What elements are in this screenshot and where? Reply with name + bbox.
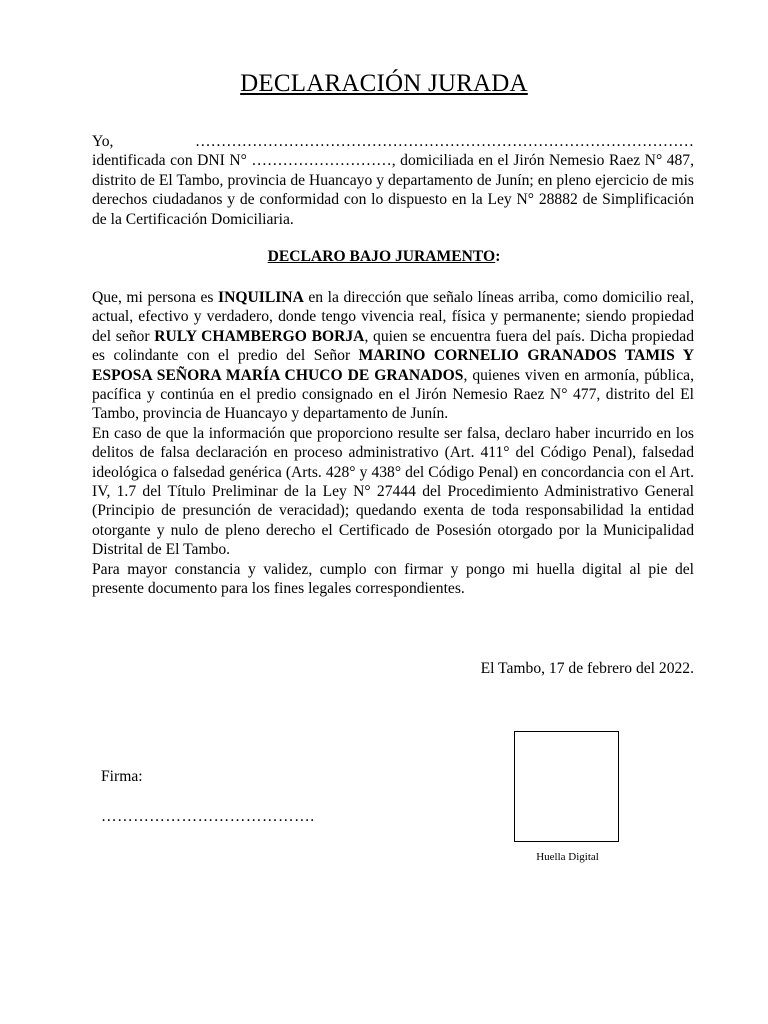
declaration-body: [92, 288, 694, 599]
subtitle-text: DECLARO BAJO JURAMENTO: [267, 248, 496, 265]
intro-paragraph: [92, 132, 694, 229]
signature-line: ………………………………….: [101, 808, 315, 825]
signature-label: Firma:: [101, 768, 143, 785]
paragraph-tenant: [92, 288, 694, 424]
intro-yo: Yo,: [92, 133, 114, 150]
declaration-subtitle: [0, 248, 768, 266]
intro-rest: , domiciliada en el Jirón Nemesio Raez N° 487, distrito de El Tambo, provincia de Huancayo y departamento de Junín; en pleno ejercicio de mis derechos ciudadanos y de conformidad con lo dispuesto en la Ley N° 28882 de Simplificación de la Certificación Domiciliaria.: [92, 152, 694, 228]
paragraph-liability: En caso de que la información que proporciono resulte ser falsa, declaro haber incurrido en los delitos de falsa declaración en proceso administrativo (Art. 411° del Código Penal), falsedad ideológica o falsedad genérica (Arts. 428° y 438° del Código Penal) en concordancia con el Art. IV, 1.7 del Título Preliminar de la Ley N° 27444 del Procedimiento Administrativo General (Principio de presunción de veracidad); quedando exenta de toda responsabilidad la entidad otorgante y nulo de pleno derecho el Certificado de Posesión otorgado por la Municipalidad Distrital de El Tambo.: [92, 424, 694, 559]
subtitle-colon: :: [495, 248, 501, 265]
fingerprint-box: [514, 731, 619, 842]
p1-bold-inquilina: INQUILINA: [218, 289, 304, 306]
paragraph-signature-note: Para mayor constancia y validez, cumplo con firmar y pongo mi huella digital al pie del presente documento para los fines legales correspondientes.: [92, 560, 694, 598]
document-title: DECLARACIÓN JURADA: [240, 70, 528, 97]
p1-text-2: en la dirección que señalo líneas arriba, como domicilio real, actual, efectivo y verdadero, donde tengo vivencia real, física y permanente; siendo propiedad del señor: [92, 289, 694, 345]
p1-bold-neighbors: MARINO CORNELIO GRANADOS TAMIS Y ESPOSA SEÑORA MARÍA CHUCO DE GRANADOS: [92, 347, 694, 384]
p1-text-3: , quien se encuentra fuera del país. Dicha propiedad es colindante con el predio del Señor: [92, 327, 695, 365]
p1-text-1: Que, mi persona es: [92, 289, 219, 306]
document-date: El Tambo, 17 de febrero del 2022.: [480, 660, 694, 677]
fingerprint-label: Huella Digital: [536, 851, 599, 863]
dni-blank: ………………………: [251, 152, 392, 170]
p1-bold-owner: RULY CHAMBERGO BORJA: [154, 327, 365, 345]
intro-dni-label: identificada con DNI N°: [92, 152, 247, 170]
p1-text-4: , quienes viven en armonía, pública, pacífica y continúa en el predio consignado en el Jirón Nemesio Raez N° 477, distrito del El Tambo, provincia de Huancayo y departamento de Junín.: [92, 366, 694, 423]
name-blank: ……………………………………………………………………………………: [195, 133, 694, 150]
